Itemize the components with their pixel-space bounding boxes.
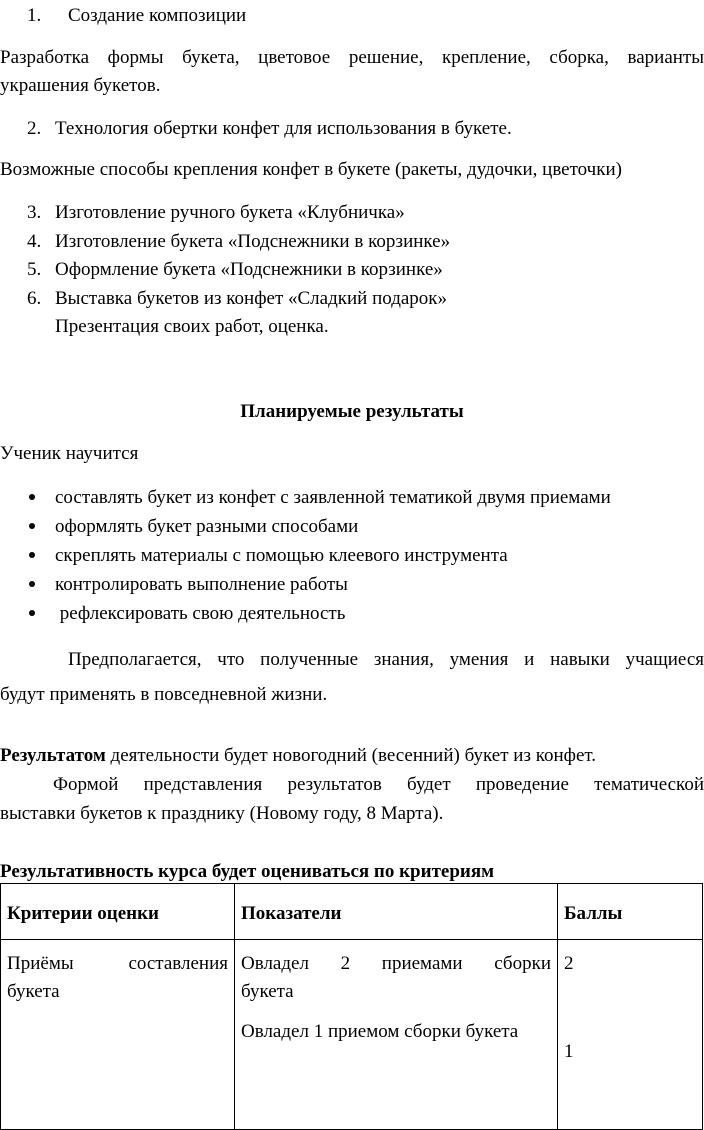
indicator-cell (235, 940, 558, 1130)
bullet-icon (29, 610, 35, 616)
para-1-line-2: украшения букетов. (0, 75, 161, 96)
column-header-criteria: Критерии оценки (1, 884, 235, 940)
column-header-indicators: Показатели (235, 884, 558, 940)
list-item-number: 5. (27, 259, 42, 280)
criteria-table (0, 883, 703, 1130)
list-item: Изготовление ручного букета «Клубничка» (55, 202, 405, 223)
list-item: Выставка букетов из конфет «Сладкий подарок» (55, 288, 448, 309)
list-item: Изготовление букета «Подснежники в корзинке» (55, 231, 451, 252)
bullet-item: скреплять материалы с помощью клеевого инструмента (55, 545, 508, 566)
para-1-line-1: Разработка формы букета, цветовое решение, крепление, сборка, варианты (0, 47, 704, 68)
criterion-line-2: букета (7, 981, 60, 1002)
score-1: 2 (564, 953, 574, 974)
result-line-rest: деятельности будет новогодний (весенний) букет из конфет. (105, 745, 597, 766)
section-1-number: 1. (27, 5, 42, 26)
criteria-heading: Результативность курса будет оцениваться по критериям (0, 861, 495, 882)
presentation-line: Презентация своих работ, оценка. (55, 316, 329, 337)
bullet-item: оформлять букет разными способами (55, 516, 359, 537)
result-line (0, 742, 596, 769)
list-item-number: 6. (27, 288, 42, 309)
bullet-item: рефлексировать свою деятельность (55, 603, 346, 624)
result-line-bold: Результатом (0, 745, 106, 766)
para-4-line-2: выставки букетов к празднику (Новому году, 8 Марта). (0, 803, 444, 824)
section-1-title: Создание композиции (68, 5, 247, 26)
bullet-icon (29, 494, 35, 500)
list-item-number: 3. (27, 202, 42, 223)
bullet-item: контролировать выполнение работы (55, 574, 348, 595)
bullet-item: составлять букет из конфет с заявленной тематикой двумя приемами (55, 487, 611, 508)
score-2: 1 (564, 1041, 574, 1062)
list-item: Оформление букета «Подснежники в корзинке» (55, 259, 443, 280)
list-item-number: 4. (27, 231, 42, 252)
section-2-title: Технология обертки конфет для использования в букете. (55, 118, 512, 139)
results-heading: Планируемые результаты (240, 401, 464, 422)
section-2-number: 2. (27, 118, 42, 139)
bullet-icon (29, 523, 35, 529)
column-header-scores: Баллы (558, 884, 703, 940)
indicator-1-line-1: Овладел 2 приемами сборки (241, 953, 551, 974)
score-cell (558, 940, 703, 1130)
indicator-2: Овладел 1 приемом сборки букета (241, 1021, 519, 1042)
student-will-learn: Ученик научится (0, 443, 139, 464)
bullet-icon (29, 552, 35, 558)
indicator-1-line-2: букета (241, 981, 294, 1002)
criterion-cell (1, 940, 235, 1130)
para-3-line-1: Предполагается, что полученные знания, умения и навыки учащиеся (68, 649, 704, 670)
para-3-line-2: будут применять в повседневной жизни. (0, 684, 328, 705)
table-row (1, 940, 703, 1130)
para-4-line-1: Формой представления результатов будет проведение тематической (53, 774, 704, 795)
table-header-row (1, 884, 703, 940)
bullet-icon (29, 581, 35, 587)
para-2: Возможные способы крепления конфет в букете (ракеты, дудочки, цветочки) (0, 159, 622, 180)
criterion-line-1: Приёмы составления (7, 953, 228, 974)
